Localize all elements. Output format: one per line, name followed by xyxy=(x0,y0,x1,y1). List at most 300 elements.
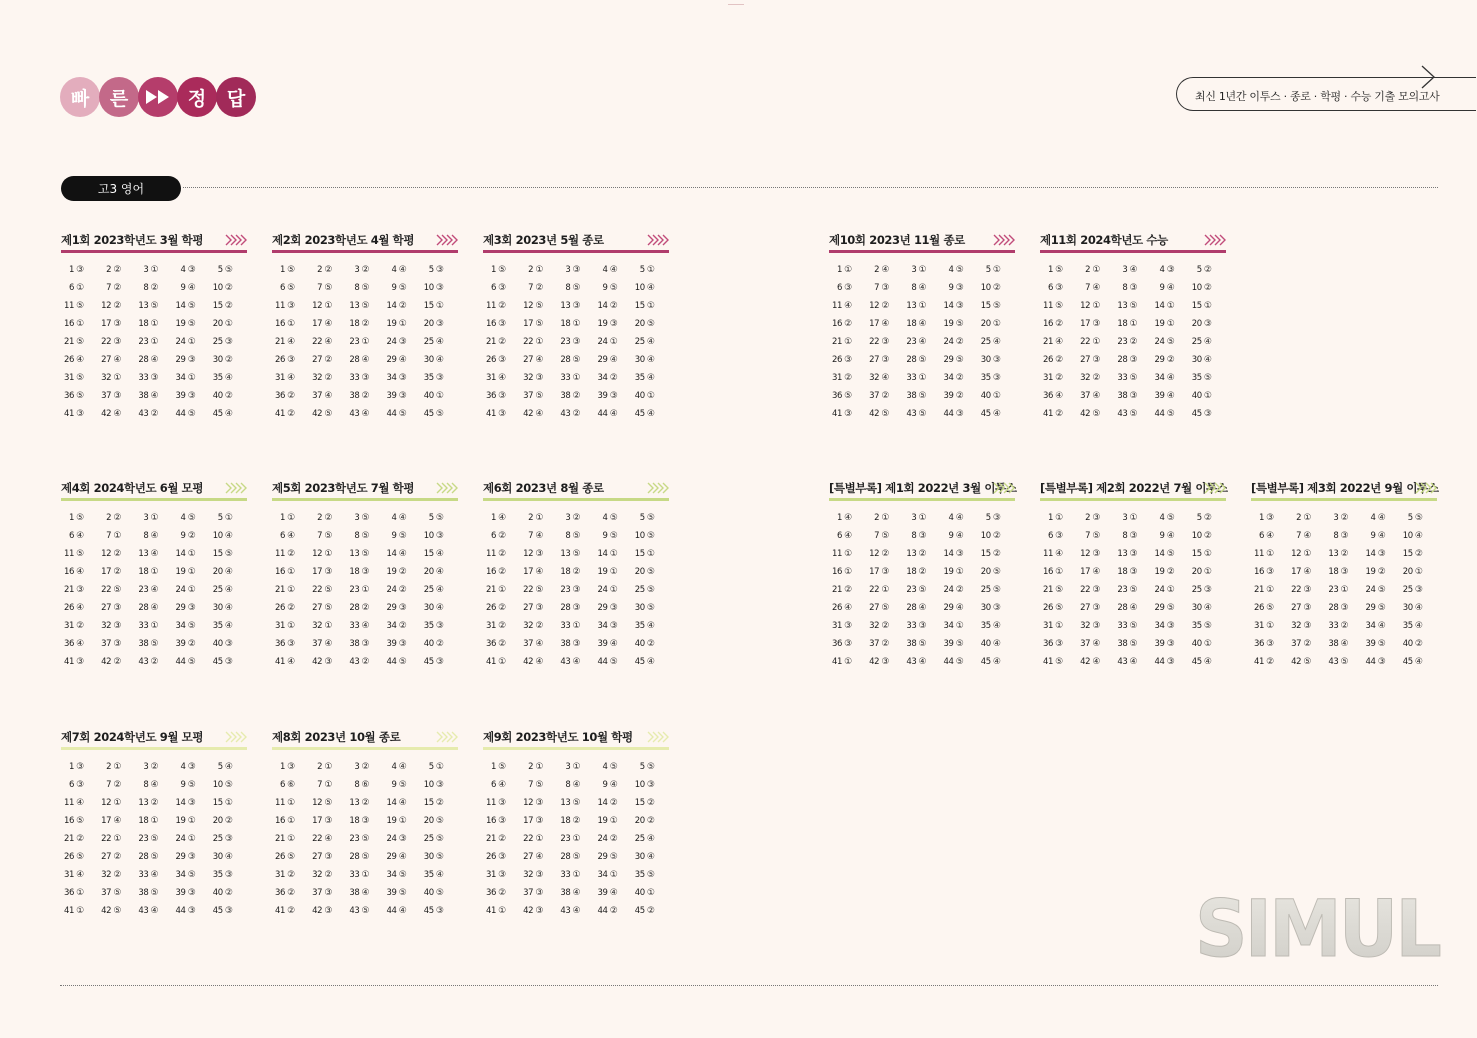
question-number: 15 xyxy=(1191,549,1202,559)
answer-mark: ① xyxy=(224,798,233,808)
answer-mark: ④ xyxy=(1303,531,1312,541)
answer-cell xyxy=(1176,603,1213,613)
answer-cell xyxy=(197,409,234,419)
answer-cell xyxy=(85,639,122,649)
answer-cell xyxy=(1138,409,1175,419)
question-number: 45 xyxy=(423,409,434,419)
answer-mark: ⑤ xyxy=(361,283,370,293)
question-number: 3 xyxy=(354,513,360,523)
question-number: 34 xyxy=(175,621,186,631)
question-number: 23 xyxy=(138,834,149,844)
question-number: 45 xyxy=(980,409,991,419)
answer-mark: ③ xyxy=(113,391,122,401)
question-number: 1 xyxy=(279,513,285,523)
question-number: 33 xyxy=(138,870,149,880)
answer-cell xyxy=(619,762,656,772)
answer-cell xyxy=(272,283,296,293)
answer-cell xyxy=(581,762,618,772)
question-number: 23 xyxy=(349,834,360,844)
question-number: 24 xyxy=(943,337,954,347)
answer-mark: ① xyxy=(535,762,544,772)
title-char: 정 xyxy=(177,77,217,117)
block-header xyxy=(1040,480,1226,501)
answer-mark: ⑤ xyxy=(187,657,196,667)
answer-mark: ② xyxy=(1203,531,1212,541)
answer-cell xyxy=(1138,549,1175,559)
answer-mark: ① xyxy=(361,870,370,880)
answer-cell xyxy=(853,265,890,275)
question-number: 16 xyxy=(274,816,285,826)
answer-cell xyxy=(333,906,370,916)
question-number: 40 xyxy=(1191,639,1202,649)
question-number: 37 xyxy=(312,639,323,649)
answer-mark: ① xyxy=(844,549,852,559)
question-number: 24 xyxy=(1365,585,1376,595)
answer-mark: ① xyxy=(435,391,444,401)
answer-cell xyxy=(829,585,853,595)
answer-cell xyxy=(581,834,618,844)
question-number: 12 xyxy=(312,798,323,808)
answer-cell xyxy=(619,639,656,649)
answer-cell xyxy=(296,780,333,790)
answer-cell xyxy=(544,283,581,293)
answer-mark: ③ xyxy=(572,337,581,347)
block-header xyxy=(483,729,669,750)
question-number: 42 xyxy=(1291,657,1302,667)
answer-mark: ⑤ xyxy=(1129,373,1138,383)
answer-mark: ④ xyxy=(609,888,618,898)
answer-cell xyxy=(581,603,618,613)
answer-cell xyxy=(890,657,927,667)
question-number: 33 xyxy=(138,621,149,631)
answer-row xyxy=(1040,279,1226,297)
question-number: 16 xyxy=(63,816,74,826)
question-number: 31 xyxy=(1042,373,1053,383)
answer-mark: ⑤ xyxy=(498,762,506,772)
answer-mark: ④ xyxy=(1129,603,1138,613)
answer-cell xyxy=(829,567,853,577)
answer-cell xyxy=(272,816,296,826)
answer-mark: ④ xyxy=(435,549,444,559)
answer-mark: ④ xyxy=(224,409,233,419)
answer-row xyxy=(483,599,669,617)
answer-cell xyxy=(122,621,159,631)
question-number: 33 xyxy=(1117,621,1128,631)
answer-cell xyxy=(272,657,296,667)
question-number: 44 xyxy=(386,409,397,419)
answer-row xyxy=(61,509,247,527)
question-number: 15 xyxy=(212,549,223,559)
answer-row xyxy=(272,794,458,812)
answer-mark: ③ xyxy=(1266,567,1274,577)
answer-mark: ③ xyxy=(955,301,964,311)
block-title: 제2회 2023학년도 4월 학평 xyxy=(272,233,415,247)
answer-cell xyxy=(370,852,407,862)
answer-mark: ① xyxy=(918,301,927,311)
answer-mark: ③ xyxy=(498,798,506,808)
answer-cell xyxy=(853,373,890,383)
answer-mark: ⑤ xyxy=(646,870,655,880)
answer-cell xyxy=(122,391,159,401)
question-number: 30 xyxy=(212,852,223,862)
question-number: 3 xyxy=(565,265,571,275)
answer-cell xyxy=(272,567,296,577)
answer-mark: ④ xyxy=(955,513,964,523)
answer-mark: ② xyxy=(1092,373,1101,383)
question-number: 7 xyxy=(317,531,323,541)
question-number: 12 xyxy=(1080,301,1091,311)
answer-mark: ④ xyxy=(150,531,159,541)
answer-mark: ① xyxy=(609,870,618,880)
question-number: 4 xyxy=(391,513,397,523)
answer-mark: ① xyxy=(646,301,655,311)
answer-cell xyxy=(1064,373,1101,383)
answer-mark: ③ xyxy=(224,834,233,844)
answer-mark: ① xyxy=(150,816,159,826)
question-number: 29 xyxy=(1154,603,1165,613)
answer-cell xyxy=(927,567,964,577)
answer-cell xyxy=(619,319,656,329)
question-number: 28 xyxy=(1328,603,1339,613)
answer-row xyxy=(829,369,1015,387)
question-number: 28 xyxy=(138,603,149,613)
question-number: 32 xyxy=(869,373,880,383)
answer-mark: ⑤ xyxy=(324,585,333,595)
answer-mark: ③ xyxy=(398,639,407,649)
answer-cell xyxy=(408,355,445,365)
answer-cell xyxy=(581,337,618,347)
answer-cell xyxy=(1275,549,1312,559)
answer-mark: ② xyxy=(224,301,233,311)
answer-cell xyxy=(1176,373,1213,383)
answer-mark: ④ xyxy=(398,762,407,772)
block-header xyxy=(272,480,458,501)
question-number: 10 xyxy=(1402,531,1413,541)
question-number: 13 xyxy=(349,301,360,311)
answer-cell xyxy=(1101,531,1138,541)
answer-mark: ① xyxy=(113,834,122,844)
question-number: 23 xyxy=(138,585,149,595)
question-number: 17 xyxy=(523,816,534,826)
question-number: 8 xyxy=(143,283,149,293)
question-number: 11 xyxy=(63,798,74,808)
question-number: 21 xyxy=(831,337,842,347)
answer-cell xyxy=(333,816,370,826)
answer-cell xyxy=(408,585,445,595)
answer-cell xyxy=(507,906,544,916)
question-number: 7 xyxy=(528,531,534,541)
answer-cell xyxy=(965,531,1002,541)
answer-cell xyxy=(122,798,159,808)
question-number: 13 xyxy=(138,798,149,808)
question-number: 18 xyxy=(138,567,149,577)
question-number: 29 xyxy=(943,355,954,365)
question-number: 37 xyxy=(312,888,323,898)
question-number: 45 xyxy=(212,409,223,419)
answer-mark: ② xyxy=(113,549,122,559)
answer-cell xyxy=(122,301,159,311)
answer-cell xyxy=(965,621,1002,631)
answer-cell xyxy=(1138,603,1175,613)
question-number: 1 xyxy=(279,762,285,772)
question-number: 19 xyxy=(943,319,954,329)
answer-block xyxy=(483,729,669,920)
answer-mark: ⑤ xyxy=(224,265,233,275)
question-number: 29 xyxy=(175,852,186,862)
question-number: 12 xyxy=(523,798,534,808)
answer-cell xyxy=(296,319,333,329)
answer-cell xyxy=(159,549,196,559)
question-number: 40 xyxy=(980,391,991,401)
answer-mark: ④ xyxy=(435,603,444,613)
answer-mark: ① xyxy=(361,337,370,347)
answer-cell xyxy=(408,834,445,844)
answer-cell xyxy=(333,621,370,631)
question-number: 18 xyxy=(560,319,571,329)
answer-mark: ④ xyxy=(398,265,407,275)
question-number: 42 xyxy=(101,409,112,419)
answer-cell xyxy=(1312,621,1349,631)
answer-mark: ① xyxy=(287,798,295,808)
answer-cell xyxy=(829,391,853,401)
question-number: 9 xyxy=(391,283,397,293)
answer-row xyxy=(61,866,247,884)
question-number: 5 xyxy=(1196,265,1202,275)
answer-cell xyxy=(853,283,890,293)
answer-mark: ② xyxy=(361,265,370,275)
answer-block xyxy=(61,232,247,423)
answer-mark: ① xyxy=(150,567,159,577)
question-number: 29 xyxy=(175,355,186,365)
question-number: 13 xyxy=(906,301,917,311)
answer-mark: ② xyxy=(498,834,506,844)
answer-mark: ② xyxy=(361,319,370,329)
answer-mark: ④ xyxy=(361,621,370,631)
question-number: 40 xyxy=(423,391,434,401)
answer-mark: ③ xyxy=(1203,585,1212,595)
answer-cell xyxy=(296,531,333,541)
question-number: 8 xyxy=(1122,283,1128,293)
answer-mark: ② xyxy=(76,621,84,631)
answer-row xyxy=(272,369,458,387)
answer-cell xyxy=(581,816,618,826)
answer-cell xyxy=(1387,621,1424,631)
question-number: 13 xyxy=(560,549,571,559)
answer-mark: ③ xyxy=(187,265,196,275)
answer-mark: ④ xyxy=(572,888,581,898)
answer-mark: ① xyxy=(187,567,196,577)
answer-grid xyxy=(1040,509,1226,671)
answer-cell xyxy=(85,265,122,275)
answer-cell xyxy=(483,870,507,880)
answer-cell xyxy=(507,621,544,631)
answer-row xyxy=(1040,333,1226,351)
answer-row xyxy=(272,351,458,369)
answer-mark: ④ xyxy=(1055,337,1063,347)
answer-cell xyxy=(1040,513,1064,523)
answer-mark: ② xyxy=(113,567,122,577)
answer-cell xyxy=(1101,657,1138,667)
answer-cell xyxy=(1312,513,1349,523)
question-number: 27 xyxy=(523,355,534,365)
answer-cell xyxy=(619,621,656,631)
answer-row xyxy=(483,866,669,884)
answer-mark: ③ xyxy=(498,852,506,862)
answer-cell xyxy=(1101,639,1138,649)
answer-mark: ① xyxy=(1203,301,1212,311)
answer-cell xyxy=(122,834,159,844)
answer-cell xyxy=(197,888,234,898)
answer-mark: ③ xyxy=(76,409,84,419)
answer-cell xyxy=(1064,301,1101,311)
question-number: 4 xyxy=(180,513,186,523)
answer-mark: ① xyxy=(1203,639,1212,649)
question-number: 22 xyxy=(101,834,112,844)
question-number: 22 xyxy=(523,585,534,595)
answer-cell xyxy=(483,265,507,275)
answer-mark: ⑤ xyxy=(150,301,159,311)
answer-mark: ⑤ xyxy=(535,301,544,311)
answer-mark: ① xyxy=(224,319,233,329)
answer-cell xyxy=(1176,283,1213,293)
question-number: 29 xyxy=(597,603,608,613)
answer-row xyxy=(1040,635,1226,653)
question-number: 34 xyxy=(597,621,608,631)
block-header xyxy=(829,480,1015,501)
answer-cell xyxy=(619,373,656,383)
answer-mark: ② xyxy=(113,265,122,275)
answer-mark: ⑤ xyxy=(324,531,333,541)
answer-cell xyxy=(544,391,581,401)
question-number: 31 xyxy=(831,621,842,631)
answer-mark: ① xyxy=(609,337,618,347)
answer-mark: ② xyxy=(992,283,1001,293)
answer-mark: ① xyxy=(992,265,1001,275)
answer-cell xyxy=(483,531,507,541)
answer-row xyxy=(829,297,1015,315)
answer-cell xyxy=(581,265,618,275)
question-number: 34 xyxy=(386,870,397,880)
answer-mark: ② xyxy=(361,391,370,401)
question-number: 36 xyxy=(831,391,842,401)
answer-cell xyxy=(1176,621,1213,631)
question-number: 23 xyxy=(1328,585,1339,595)
answer-cell xyxy=(333,355,370,365)
answer-mark: ⑤ xyxy=(609,531,618,541)
answer-cell xyxy=(333,639,370,649)
answer-cell xyxy=(544,762,581,772)
answer-mark: ① xyxy=(113,762,122,772)
answer-mark: ② xyxy=(881,301,890,311)
answer-cell xyxy=(829,639,853,649)
answer-grid xyxy=(483,509,669,671)
question-number: 38 xyxy=(1328,639,1339,649)
question-number: 33 xyxy=(349,373,360,383)
answer-cell xyxy=(197,373,234,383)
question-number: 35 xyxy=(1191,373,1202,383)
answer-cell xyxy=(159,355,196,365)
answer-grid xyxy=(272,509,458,671)
question-number: 44 xyxy=(1154,409,1165,419)
block-title: [특별부록] 제1회 2022년 3월 이투스 xyxy=(829,481,1017,495)
answer-mark: ⑤ xyxy=(76,301,84,311)
question-number: 36 xyxy=(485,391,496,401)
question-number: 9 xyxy=(1370,531,1376,541)
answer-row xyxy=(483,902,669,920)
answer-row xyxy=(829,315,1015,333)
answer-cell xyxy=(370,762,407,772)
answer-mark: ③ xyxy=(609,319,618,329)
answer-cell xyxy=(159,762,196,772)
answer-cell xyxy=(61,567,85,577)
answer-cell xyxy=(159,798,196,808)
answer-cell xyxy=(197,531,234,541)
question-number: 5 xyxy=(1407,513,1413,523)
answer-cell xyxy=(61,762,85,772)
question-number: 7 xyxy=(1085,531,1091,541)
answer-mark: ③ xyxy=(1166,657,1175,667)
answer-mark: ⑤ xyxy=(435,816,444,826)
question-number: 8 xyxy=(565,531,571,541)
answer-mark: ⑤ xyxy=(1377,639,1386,649)
question-number: 33 xyxy=(138,373,149,383)
answer-cell xyxy=(483,762,507,772)
answer-mark: ③ xyxy=(187,603,196,613)
answer-cell xyxy=(61,549,85,559)
answer-cell xyxy=(483,780,507,790)
question-number: 36 xyxy=(63,391,74,401)
question-number: 12 xyxy=(869,549,880,559)
answer-cell xyxy=(1064,657,1101,667)
answer-cell xyxy=(159,816,196,826)
question-number: 42 xyxy=(101,906,112,916)
answer-mark: ③ xyxy=(435,373,444,383)
answer-cell xyxy=(159,265,196,275)
question-number: 28 xyxy=(138,852,149,862)
block-header xyxy=(61,232,247,253)
question-number: 1 xyxy=(279,265,285,275)
answer-cell xyxy=(408,283,445,293)
answer-cell xyxy=(1138,373,1175,383)
answer-mark: ④ xyxy=(572,906,581,916)
answer-cell xyxy=(1312,567,1349,577)
question-number: 33 xyxy=(906,621,917,631)
question-number: 3 xyxy=(1122,265,1128,275)
answer-mark: ② xyxy=(646,906,655,916)
block-title: 제6회 2023년 8월 종로 xyxy=(483,481,604,495)
question-number: 6 xyxy=(68,780,74,790)
question-number: 27 xyxy=(101,355,112,365)
question-number: 39 xyxy=(597,391,608,401)
answer-cell xyxy=(507,409,544,419)
question-number: 20 xyxy=(212,319,223,329)
answer-mark: ③ xyxy=(844,355,852,365)
answer-mark: ① xyxy=(187,337,196,347)
question-number: 35 xyxy=(1402,621,1413,631)
answer-mark: ④ xyxy=(224,373,233,383)
answer-mark: ② xyxy=(224,391,233,401)
answer-mark: ② xyxy=(498,621,506,631)
answer-mark: ③ xyxy=(955,409,964,419)
answer-mark: ③ xyxy=(498,816,506,826)
question-number: 12 xyxy=(312,549,323,559)
answer-cell xyxy=(272,301,296,311)
question-number: 24 xyxy=(386,585,397,595)
answer-cell xyxy=(1176,639,1213,649)
answer-cell xyxy=(853,301,890,311)
question-number: 39 xyxy=(386,888,397,898)
answer-mark: ③ xyxy=(1092,621,1101,631)
